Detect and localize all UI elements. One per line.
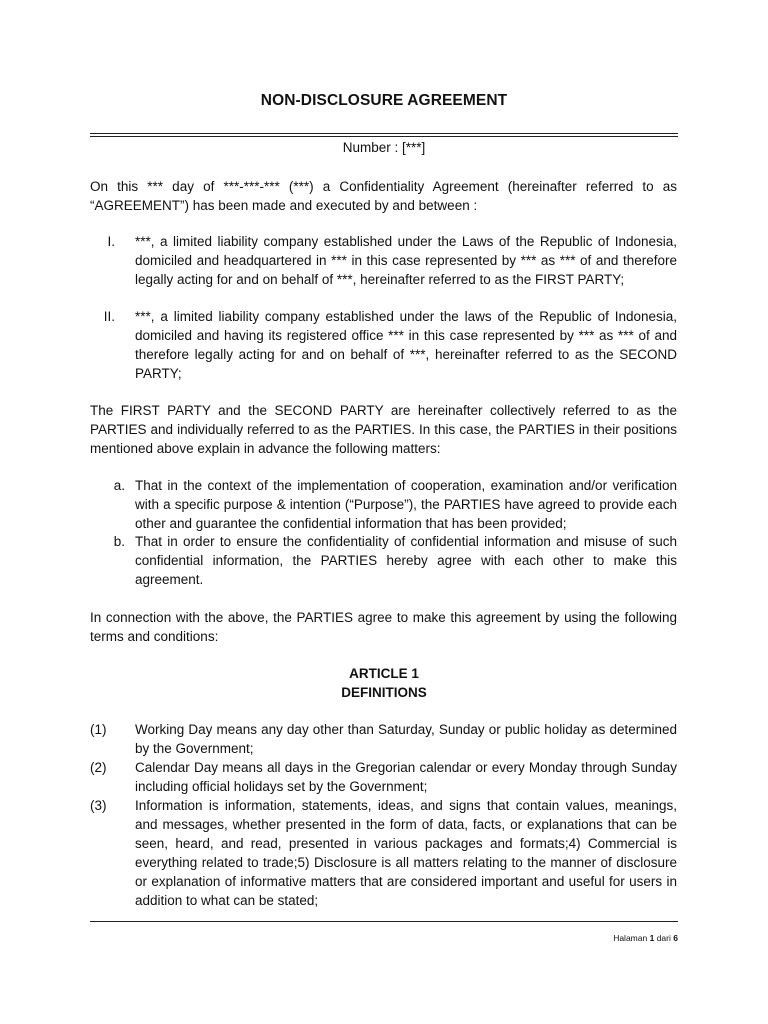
party-marker: II.	[103, 309, 115, 324]
recital-text: That in the context of the implementation of cooperation, examination and/or verification with a specific purpose & intention (“Purpose”), the PARTIES have agreed to provide each other and guarantee the confidential information that has been provided;	[135, 478, 677, 531]
definition-text: Information is information, statements, ideas, and signs that contain values, meanings, and messages, whether presented in the form of data, facts, or explanations that can be seen, heard, and read, presented in various packages and formats;4) Commercial is everything related to trade;5) Disclosure is all matters relating to the manner of disclosure or explanation of informative matters that are considered important and useful for users in addition to what can be stated;	[135, 798, 677, 908]
definition-marker: (3)	[90, 798, 107, 813]
footer-page: 1	[649, 933, 655, 943]
document-number: Number : [***]	[342, 140, 426, 155]
document-title: NON-DISCLOSURE AGREEMENT	[260, 92, 508, 109]
recital-text: That in order to ensure the confidentiality of confidential information and misuse of such confidential information, the PARTIES hereby agree with each other to make this agreement.	[135, 534, 677, 587]
definition-text: Working Day means any day other than Saturday, Sunday or public holiday as determined by the Government;	[135, 722, 677, 756]
footer-label: Halaman	[613, 933, 648, 943]
article-number: ARTICLE 1	[349, 666, 419, 681]
party-text: ***, a limited liability company established under the Laws of the Republic of Indonesia, domiciled and headquartered in *** in this case represented by *** as *** of and therefore legally acting for and on behalf of ***, hereinafter referred to as the FIRST PARTY;	[135, 234, 677, 287]
definition-text: Calendar Day means all days in the Gregorian calendar or every Monday through Sunday including official holidays set by the Government;	[135, 760, 677, 794]
page-footer	[613, 933, 678, 943]
party-marker: I.	[107, 234, 115, 249]
collective-paragraph: The FIRST PARTY and the SECOND PARTY are hereinafter collectively referred to as the PARTIES and individually referred to as the PARTIES. In this case, the PARTIES in their positions mentioned above explain in advance the following matters:	[90, 403, 677, 456]
party-text: ***, a limited liability company established under the laws of the Republic of Indonesia, domiciled and having its registered office *** in this case represented by *** as *** of and therefore legally acting for and on behalf of ***, hereinafter referred to as the SECOND PARTY;	[135, 309, 677, 381]
footer-of: dari	[656, 933, 671, 943]
connection-paragraph: In connection with the above, the PARTIES agree to make this agreement by using the following terms and conditions:	[90, 610, 677, 644]
definition-marker: (2)	[90, 760, 107, 775]
footer-total: 6	[673, 933, 678, 943]
recital-marker: b.	[113, 534, 125, 549]
definition-marker: (1)	[90, 722, 107, 737]
intro-paragraph: On this *** day of ***-***-*** (***) a Confidentiality Agreement (hereinafter referred to as “AGREEMENT”) has been made and executed by and between :	[90, 179, 677, 213]
recital-marker: a.	[113, 478, 125, 493]
footer-divider	[90, 921, 678, 922]
article-heading: DEFINITIONS	[341, 685, 427, 700]
title-divider	[90, 133, 678, 137]
